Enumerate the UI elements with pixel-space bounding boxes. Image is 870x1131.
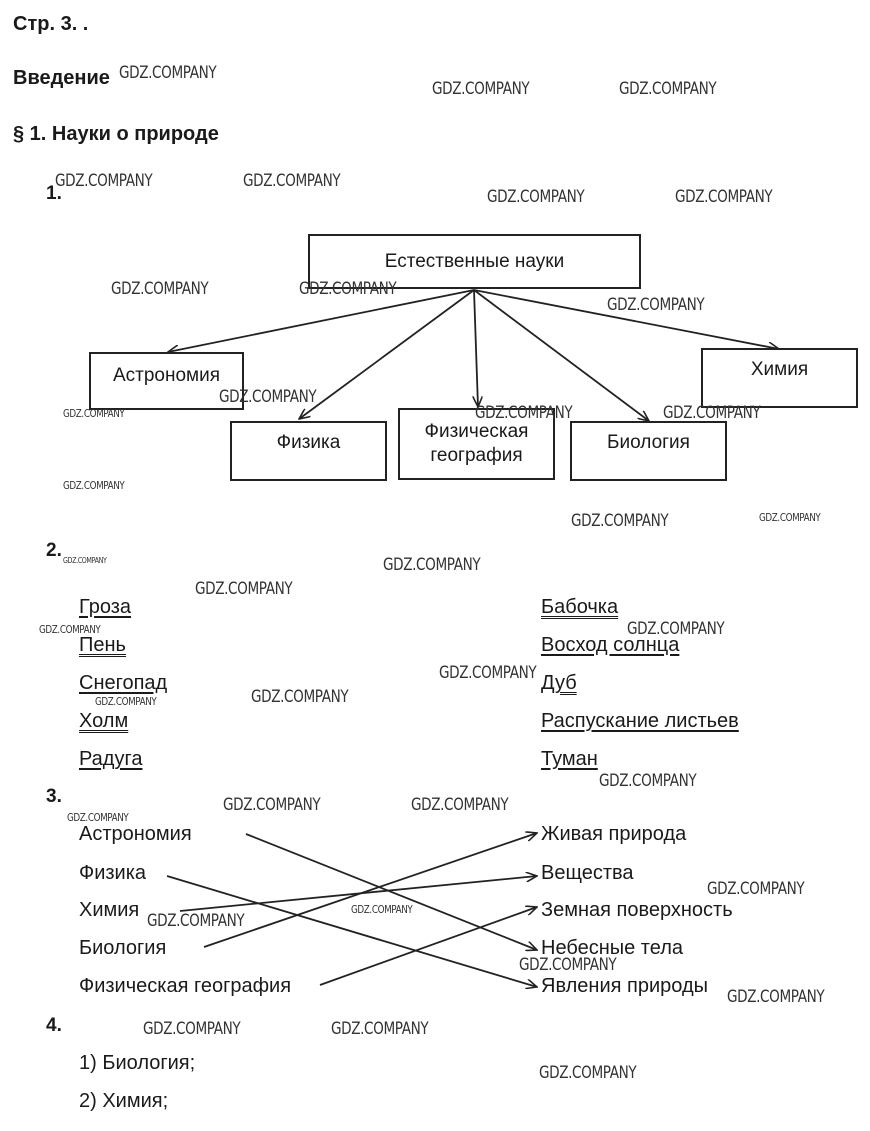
watermark: GDZ.COMPANY [707,879,805,899]
task2-left-item: Снегопад [79,672,168,694]
task2-right-item: Дуб [541,672,577,694]
watermark: GDZ.COMPANY [95,695,157,708]
task-2-number: 2. [46,540,62,561]
watermark: GDZ.COMPANY [727,987,825,1007]
watermark: GDZ.COMPANY [55,171,153,191]
physics-label: Физика [276,432,341,453]
watermark: GDZ.COMPANY [663,403,761,423]
watermark: GDZ.COMPANY [475,403,573,423]
chemistry-label: Химия [750,359,809,380]
task2-right-item: Туман [541,748,598,770]
task2-right-item: Распускание листьев [541,710,739,732]
page-header: Стр. 3. . [13,13,89,35]
watermark: GDZ.COMPANY [147,911,245,931]
task3-left-item: Биология [79,937,167,959]
watermark: GDZ.COMPANY [439,663,537,683]
task3-right-item: Небесные тела [541,937,683,959]
watermark: GDZ.COMPANY [195,579,293,599]
match-line-physics [167,876,537,987]
task4-answer: 2) Химия; [79,1090,169,1112]
intro-heading: Введение [13,67,110,89]
task3-right-item: Живая природа [541,823,687,845]
match-line-astronomy [246,834,537,950]
watermark: GDZ.COMPANY [299,279,397,299]
watermark: GDZ.COMPANY [243,171,341,191]
task3-left-item: Химия [79,899,140,921]
task3-left-item: Астрономия [79,823,192,845]
watermark: GDZ.COMPANY [63,556,107,565]
watermark: GDZ.COMPANY [119,63,217,83]
watermark: GDZ.COMPANY [619,79,717,99]
task2-right-item: Восход солнца [541,634,680,656]
watermark: GDZ.COMPANY [39,623,101,636]
watermark: GDZ.COMPANY [432,79,530,99]
watermark: GDZ.COMPANY [351,903,413,916]
task3-left-item: Физика [79,862,147,884]
task2-left-item: Пень [79,634,126,656]
watermark: GDZ.COMPANY [599,771,697,791]
watermark: GDZ.COMPANY [223,795,321,815]
task3-left-item: Физическая география [79,975,292,997]
watermark: GDZ.COMPANY [675,187,773,207]
watermark: GDZ.COMPANY [759,511,821,524]
watermark: GDZ.COMPANY [627,619,725,639]
watermark: GDZ.COMPANY [539,1063,637,1083]
biology-label: Биология [607,432,690,453]
astronomy-label: Астрономия [112,365,221,386]
task-1-number: 1. [46,183,62,204]
task2-left-item: Гроза [79,596,132,618]
task3-right-item: Явления природы [541,975,708,997]
watermark: GDZ.COMPANY [111,279,209,299]
watermark: GDZ.COMPANY [143,1019,241,1039]
watermark: GDZ.COMPANY [383,555,481,575]
geography-label: Физическая география [424,421,529,466]
task2-right-item: Бабочка [541,596,619,618]
watermark: GDZ.COMPANY [63,479,125,492]
watermark: GDZ.COMPANY [67,811,129,824]
task2-left-item: Холм [79,710,129,732]
task3-right-item: Вещества [541,862,634,884]
watermark: GDZ.COMPANY [571,511,669,531]
task3-right-item: Земная поверхность [541,899,733,921]
watermark: GDZ.COMPANY [411,795,509,815]
match-line-geography [320,907,537,985]
watermark: GDZ.COMPANY [519,955,617,975]
watermark: GDZ.COMPANY [487,187,585,207]
task4-answer: 1) Биология; [79,1052,196,1074]
task-3-number: 3. [46,786,62,807]
watermark: GDZ.COMPANY [331,1019,429,1039]
section-title: § 1. Науки о природе [13,123,219,145]
root-label: Естественные науки [384,250,565,272]
watermark: GDZ.COMPANY [219,387,317,407]
watermark: GDZ.COMPANY [607,295,705,315]
task2-left-item: Радуга [79,748,143,770]
task-4-number: 4. [46,1015,62,1036]
watermark: GDZ.COMPANY [251,687,349,707]
watermark: GDZ.COMPANY [63,407,125,420]
